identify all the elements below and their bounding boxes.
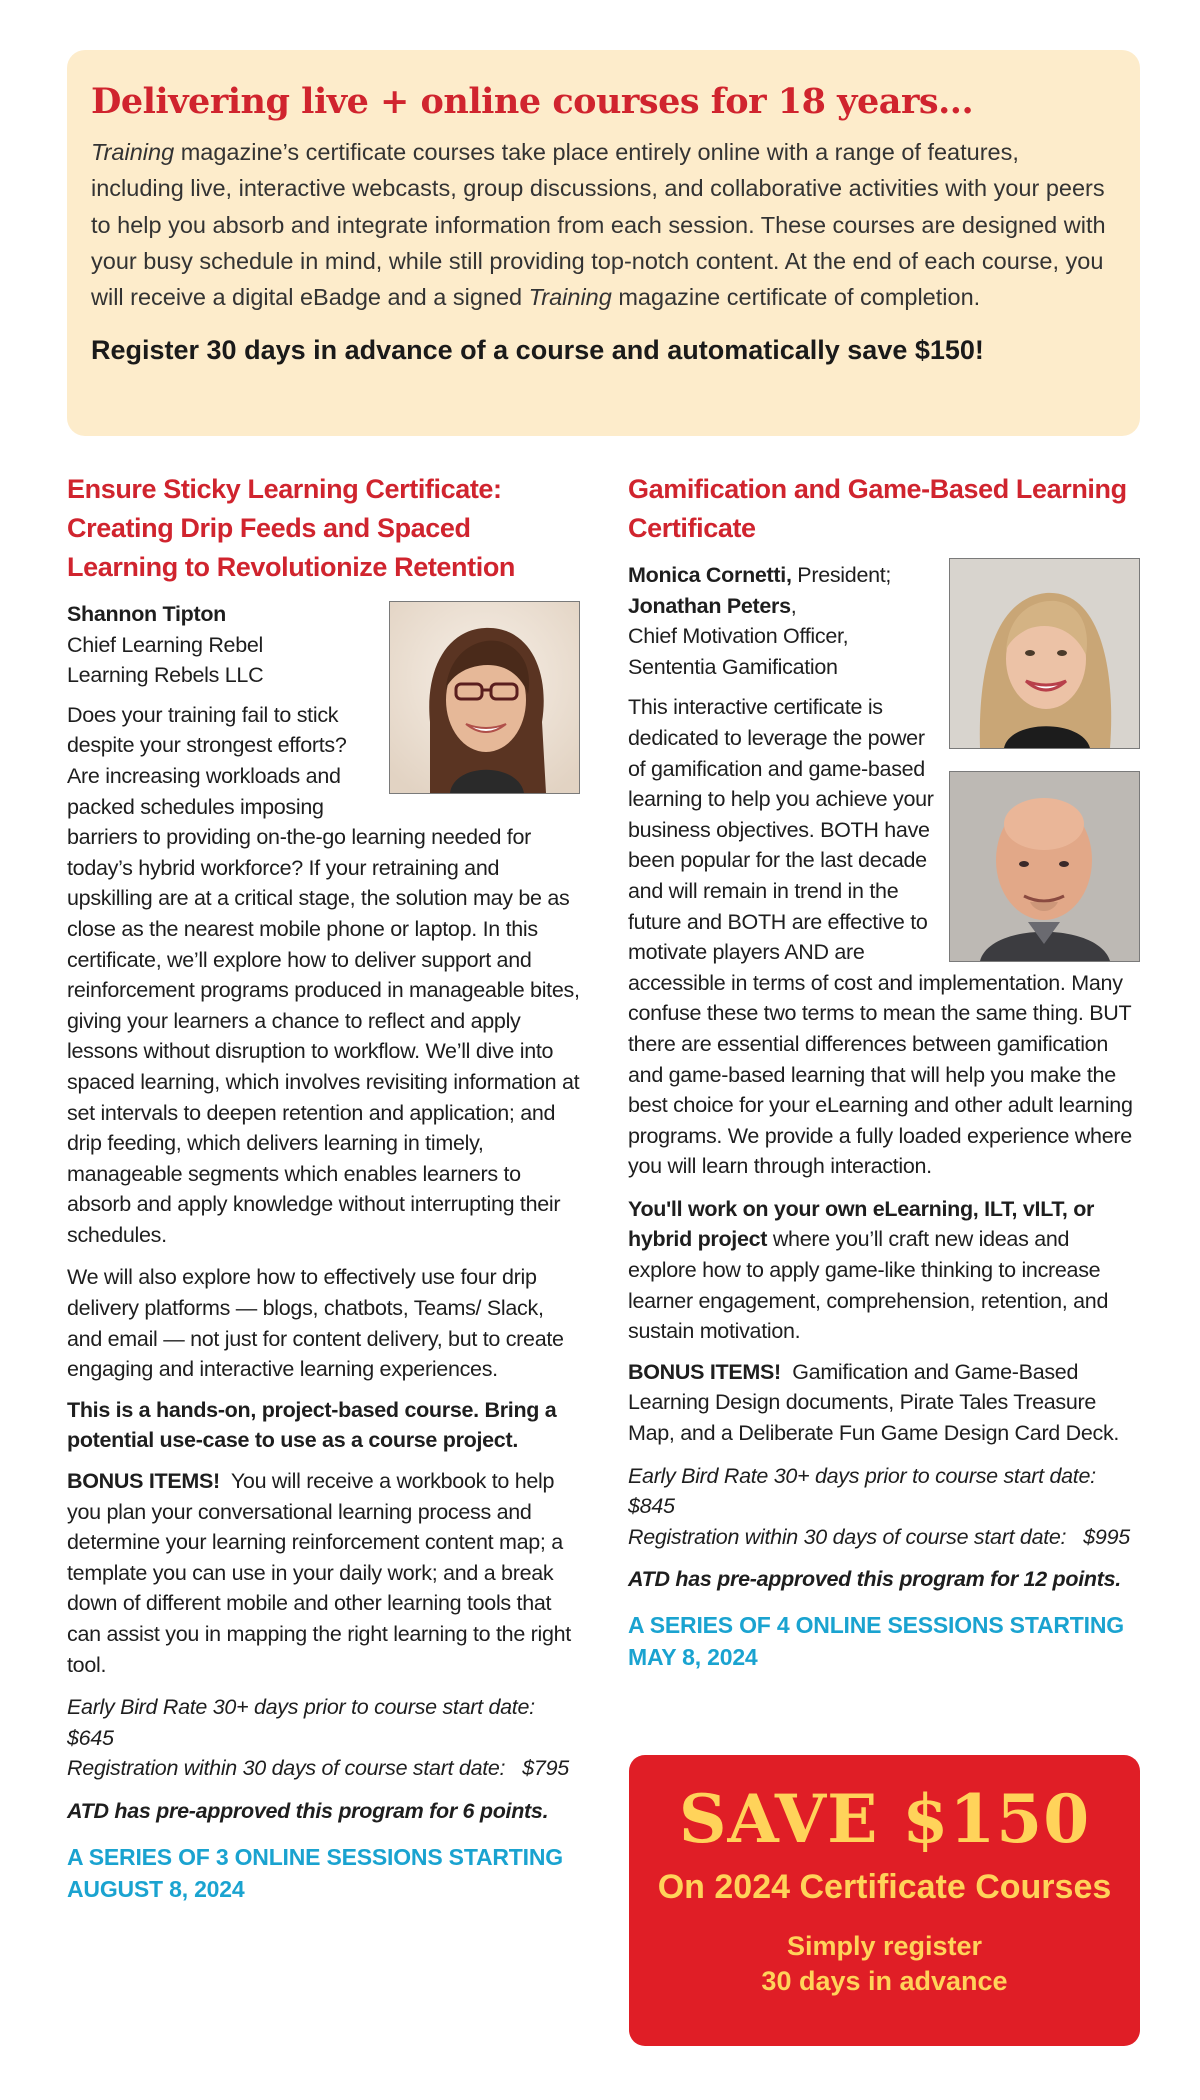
- left-early-bird-rate: [67, 1692, 580, 1753]
- right-bonus-label: BONUS ITEMS!: [628, 1359, 781, 1384]
- save-promo-box: [629, 1755, 1140, 2046]
- right-project-bold: You'll work on your own eLearning, ILT, vILT, or hybrid project: [628, 1196, 1095, 1252]
- left-course-column: [67, 470, 580, 1905]
- portrait-woman-glasses-icon: [390, 602, 579, 793]
- right-bonus-items: [628, 1357, 1140, 1449]
- left-early-bird-label: Early Bird Rate 30+ days prior to course start date:: [67, 1695, 535, 1720]
- save-subline: On 2024 Certificate Courses: [657, 1868, 1112, 1906]
- right-instructor2-role: Chief Motivation Officer,: [628, 624, 849, 649]
- intro-register-line: Register 30 days in advance of a course and automatically save $150!: [91, 335, 984, 366]
- right-instructor1-role: President;: [791, 563, 892, 587]
- left-series-info: A SERIES OF 3 ONLINE SESSIONS STARTING AUGUST 8, 2024: [67, 1843, 563, 1902]
- intro-body-em1: Training: [91, 139, 175, 165]
- right-instructor-photos: [949, 558, 1140, 962]
- left-hands-on-note: This is a hands-on, project-based course. Bring a potential use-case to use as a course project.: [67, 1397, 557, 1453]
- right-early-bird-price: $845: [628, 1494, 675, 1519]
- right-instructor2-photo: [949, 771, 1140, 962]
- portrait-bald-man-icon: [950, 772, 1139, 961]
- left-instructor-photo: [389, 601, 580, 794]
- left-regular-label: Registration within 30 days of course start date:: [67, 1756, 506, 1781]
- right-instructor-org: Sententia Gamification: [628, 654, 838, 679]
- intro-heading: Delivering live + online courses for 18 years...: [91, 81, 974, 122]
- save-note-line1: Simply register: [786, 1931, 983, 1961]
- right-regular-price: $995: [1083, 1524, 1130, 1549]
- left-description-para2: We will also explore how to effectively use four drip delivery platforms — blogs, chatbots, Teams/ Slack, and email — not just for content delivery, but to create engaging and interactive learning experiences.: [67, 1265, 564, 1382]
- right-course-column: [628, 470, 1140, 1673]
- left-bonus-text: You will receive a workbook to help you plan your conversational learning process and determine your learning reinforcement content map; a template you can use in your daily work; and a break down of different mobile and other learning tools that can assist you in mapping the right learning to the right tool.: [67, 1469, 571, 1677]
- right-description-para1: This interactive certificate is dedicated to leverage the power of gamification and game-based learning to help you achieve your business objectives. BOTH have been popular for the last decade and will remain in trend in the future and BOTH are effective to motivate players AND are accessible in terms of cost and implementation. Many confuse these two terms to mean the same thing. BUT there are essential differences between gamification and game-based learning that will help you make the best choice for your eLearning and other adult learning programs. We provide a fully loaded experience where you will learn through interaction.: [628, 695, 1133, 1179]
- intro-body-part2: magazine certificate of completion.: [611, 284, 981, 311]
- left-course-body: [67, 599, 580, 1905]
- left-bonus-items: [67, 1466, 580, 1680]
- intro-body: [91, 134, 1116, 315]
- right-instructor1-name: Monica Cornetti,: [628, 563, 792, 587]
- right-instructor2-name: Jonathan Peters: [628, 593, 791, 618]
- left-regular-rate: [67, 1753, 580, 1784]
- left-course-title: Ensure Sticky Learning Certificate: Creating Drip Feeds and Spaced Learning to Revolutionize Retention: [67, 474, 516, 582]
- left-instructor-name: Shannon Tipton: [67, 602, 227, 626]
- right-bonus-text: Gamification and Game-Based Learning Design documents, Pirate Tales Treasure Map, and a Deliberate Fun Game Design Card Deck.: [628, 1359, 1120, 1446]
- right-project-note: [628, 1194, 1140, 1347]
- right-atd-approval: ATD has pre-approved this program for 12 points.: [628, 1567, 1121, 1592]
- left-instructor-org: Learning Rebels LLC: [67, 663, 264, 688]
- left-instructor-role: Chief Learning Rebel: [67, 632, 263, 657]
- right-project-rest: where you’ll craft new ideas and explore how to apply game-like thinking to increase learner engagement, comprehension, retention, and sustain motivation.: [628, 1227, 1109, 1344]
- save-headline: SAVE $150: [678, 1780, 1091, 1858]
- right-instructor1-photo: [949, 558, 1140, 749]
- intro-panel: [67, 50, 1140, 436]
- right-series-info: A SERIES OF 4 ONLINE SESSIONS STARTING MAY 8, 2024: [628, 1612, 1124, 1670]
- right-course-title: Gamification and Game-Based Learning Certificate: [628, 474, 1127, 543]
- right-regular-label: Registration within 30 days of course start date:: [628, 1524, 1067, 1549]
- left-bonus-label: BONUS ITEMS!: [67, 1469, 220, 1494]
- portrait-woman-blonde-icon: [950, 559, 1139, 748]
- right-course-body: [628, 560, 1140, 1673]
- intro-body-part1: magazine’s certificate courses take place entirely online with a range of features, including live, interactive webcasts, group discussions, and collaborative activities with your peers to help you absorb and integrate information from each session. These courses are designed with your busy schedule in mind, while still providing top-notch content. At the end of each course, you will receive a digital eBadge and a signed: [91, 139, 1106, 311]
- intro-body-em2: Training: [528, 284, 612, 311]
- left-regular-price: $795: [522, 1756, 569, 1781]
- right-instructor2-comma: ,: [790, 593, 797, 618]
- left-early-bird-price: $645: [67, 1725, 114, 1750]
- right-regular-rate: [628, 1522, 1140, 1553]
- save-note-line2: 30 days in advance: [761, 1966, 1008, 1996]
- right-early-bird-label: Early Bird Rate 30+ days prior to course start date:: [628, 1463, 1096, 1488]
- left-description-para1: Does your training fail to stick despite your strongest efforts? Are increasing workloads and packed schedules imposing barriers to providing on-the-go learning needed for today’s hybrid workforce? If your retraining and upskilling are at a critical stage, the solution may be as close as the nearest mobile phone or laptop. In this certificate, we’ll explore how to deliver support and reinforcement programs produced in manageable bites, giving your learners a chance to reflect and apply lessons without disruption to workflow. We’ll dive into spaced learning, which involves revisiting information at set intervals to deepen retention and application; and drip feeding, which delivers learning in timely, manageable segments which enables learners to absorb and apply knowledge without interrupting their schedules.: [67, 702, 580, 1247]
- left-atd-approval: ATD has pre-approved this program for 6 points.: [67, 1798, 549, 1823]
- right-early-bird-rate: [628, 1461, 1140, 1522]
- save-note: [629, 1929, 1140, 1999]
